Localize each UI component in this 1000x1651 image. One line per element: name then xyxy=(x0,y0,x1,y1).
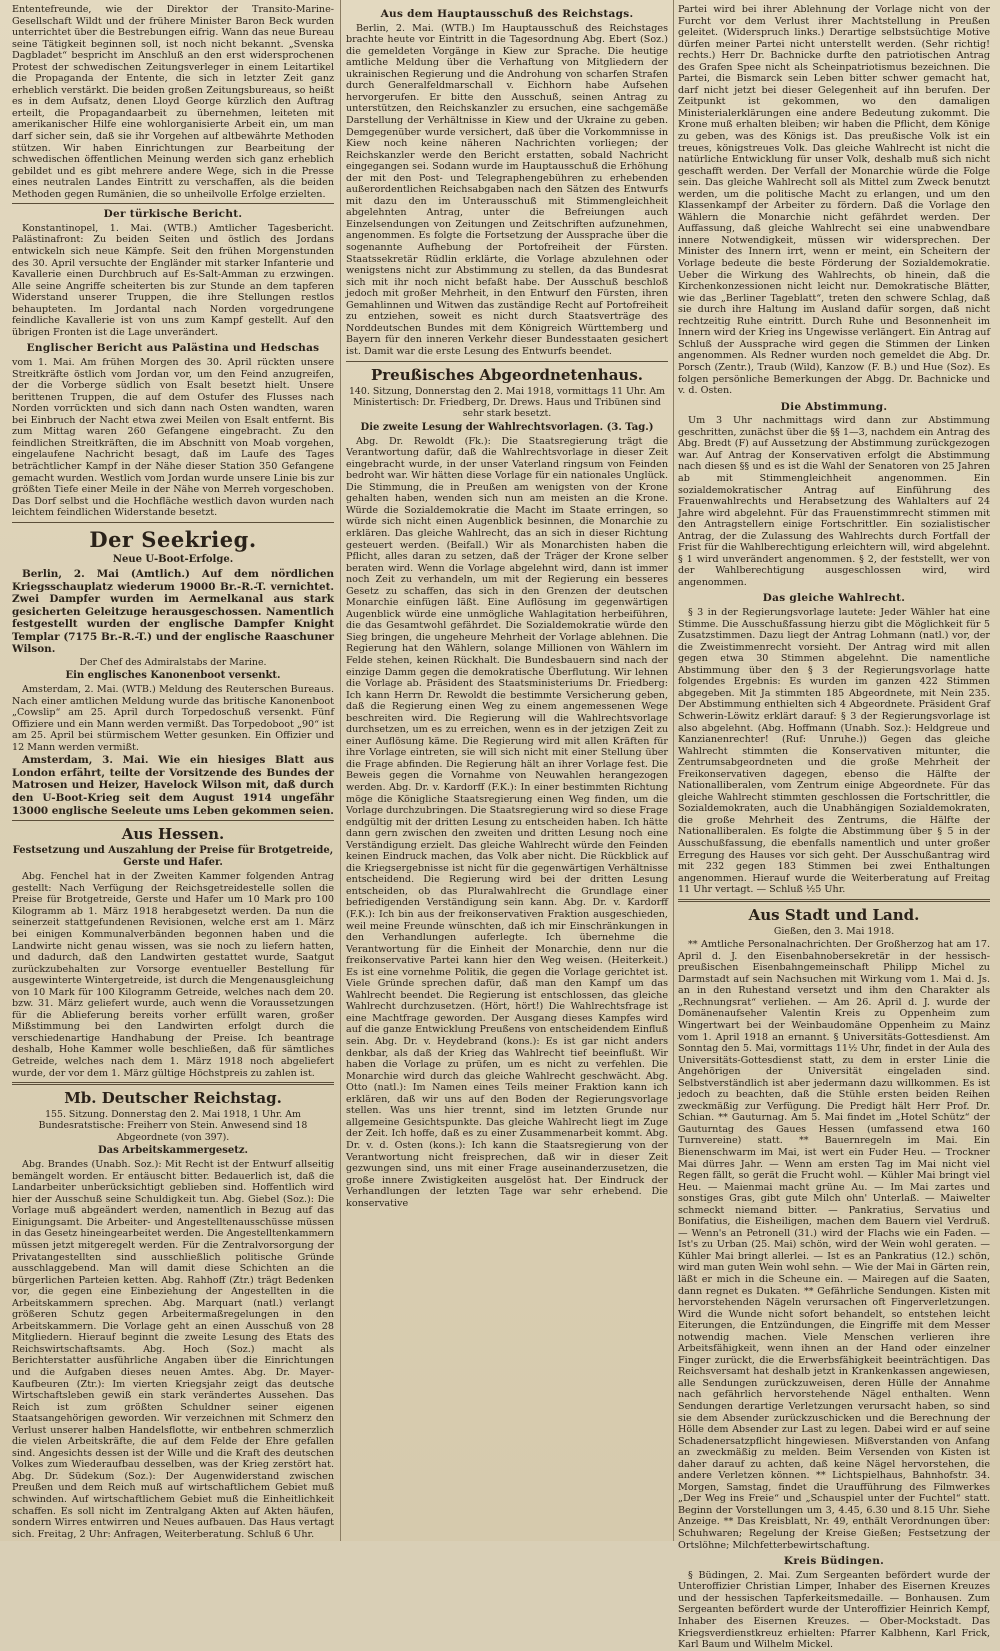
article-text: ** Amtliche Personalnachrichten. Der Großherzog hat am 17. April d. J. den Eisenbahnobersekretär in der hessisch-preußischen Eisenbahngemeinschaft Philipp Michel zu Darmstadt auf sein Nachsuchen mit Wirkung vom 1. Mai d. Js. an in den Ruhestand versetzt und ihm den Charakter als „Rechnungsrat“ verliehen. — Am 26. April d. J. wurde der Domänenaufseher Valentin Kreis zu Oppenheim zum Wingertwart bei der Weinbaudomäne Oppenheim zu Mainz vom 1. April 1918 an ernannt. § Universitäts-Gottesdienst. Am Sonntag den 5. Mai, vormittags 11½ Uhr, findet in der Aula des Universitäts-Gottesdienst statt, zu dem in erster Linie die Angehörigen der Universität eingeladen sind. Selbstverständlich ist aber jedermann dazu willkommen. Es ist jedoch zu beachten, daß die Stühle ersten beiden Reihen zweckmäßig zur Verfügung. Die Predigt hält Herr Prof. Dr. Schian. ** Gauturnag. Am 5. Mai findet im „Hotel Schütz“ der Gauturntag des Gaues Hessen (umfassend etwa 160 Turnvereine) statt. ** Bauernregeln im Mai. Ein Bienenschwarm im Mai, ist wert ein Fuder Heu. — Trockner Mai dürres Jahr. — Wenn am ersten Tag im Mai nicht viel Regen fällt, so gerät die Frucht wohl. — Kühler Mai bringt viel Heu. — Maienmai macht grüne Au. — Im Mai zartes und sonstiges Gras, gibt gute Milch ohn' Unterlaß. — Maiwelter schmeckt niemand bitter. — Pankratius, Servatius und Bonifatius, die Eisheiligen, machen dem Bauern viel Verdruß. — Wenn's an Petronell (31.) wird der Flachs wie ein Faden. — Ist's zu Urban (25. Mai) schön, wird der Wein wohl geraten. — Kühler Mai bringt allerlei. — Ist es an Pankratius (12.) schön, wird man guten Wein wohl sehn. — Wie der Mai in Gärten rein, läßt er mich in die Scheune ein. — Mairegen auf die Saaten, dann regnet es Dukaten. ** Gefährliche Sendungen. Kisten mit hervorstehenden Nägeln verursachen oft Fingerverletzungen. Wird die Wunde nicht sofort behandelt, so entstehen leicht Eiterungen, die Entzündungen, die Eingriffe mit dem Messer notwendig machen. Viele Menschen verlieren ihre Arbeitsfähigkeit, wenn ihnen an der Hand oder einzelner Finger zurückt, die die Erwerbsfähigkeit beeinträchtigen. Das Reichsversamt hat deshalb jetzt in Krankenkassen angewiesen, alle Sendungen zurückzuweisen, deren Hülle der Annahme nach gefährlich hervorstehende Nägel enthalten. Wenn Sendungen derartige Verletzungen verursacht haben, so sind sie dem Absender zurückzuschicken und die Berechnung der Hölle dem Absender zur Last zu legen. Dabei wird er auf seine Schadenersatzpflicht hingewiesen. Mißverstanden von Anfang an zweckmäßig zu melden. Beim Versenden von Kisten ist daher darauf zu achten, daß keine Nägel hervorstehen, die andere Verletzen können. ** Lichtspielhaus, Bahnhofstr. 34. Morgen, Samstag, findet die Uraufführung des Filmwerkes „Der Weg ins Freie“ und „Schauspiel unter der Fuchtel“ statt. Beginn der Vorstellungen um 3, 4.45, 6.30 und 8.15 Uhr. Siehe Anzeige. ** Das Kreisblatt, Nr. 49, enthält Verordnungen über: Schuhwaren; Regelung der Kreise Gießen; Festsetzung der Ortslöhne; Milchfetterbewirtschaftung. xyxy=(678,939,990,1551)
section-heading: Aus Hessen. xyxy=(121,825,225,844)
section-heading: Englischer Bericht aus Palästina und Hedschas xyxy=(26,342,320,355)
divider xyxy=(12,522,334,523)
divider xyxy=(12,203,334,204)
divider xyxy=(12,1082,334,1085)
subheading: Die zweite Lesung der Wahlrechtsvorlagen. (3. Tag.) xyxy=(360,421,654,433)
article-text: vom 1. Mai. Am frühen Morgen des 30. April rückten unsere Streitkräfte östlich vom Jordan vor, um den Feind anzugreifen, der die Vorberge südlich von Esalt besetzt hielt. Unsere berittenen Truppen, die auf dem Ostufer des Flusses nach Norden vorrückten und sich dann nach Osten wandten, waren bei Einbruch der Nacht etwa zwei Meilen von Esalt entfernt. Bis zum Mittag waren 260 Gefangene eingebracht. Zu den feindlichen Streitkräften, die im Abschnitt von Moab vorgehen, eingelaufene Nachricht besagt, daß im Laufe des Tages beträchtlicher Kampf in der Nähe dieser Station 350 Gefangene gemacht wurden. Westlich vom Jordan wurde unsere Linie bis zur größten Tiefe einer Meile in der Nähe von Merreh vorgeschoben. Das Dorf selbst und die Hochfläche westlich davon wurden nach leichtem feindlichen Widerstande besetzt. xyxy=(12,357,334,519)
article-text: Ententefreunde, wie der Direktor der Transito-Marine-Gesellschaft Wildt und der frühere Minister Baron Beck wurden unterrichtet über die Bestrebungen eifrig. Wann das neue Bureau seine Tätigkeit beginnen soll, ist noch nicht bekannt. „Svenska Dagbladet“ bespricht im Anschluß an den erst widersprochenen Protest der schwedischen Zeitungsverleger in einem Leitartikel die Propaganda der Entente, die sich in letzter Zeit ganz erheblich verstärkt. Die beiden großen Zeitungsbureaus, so heißt es in dem Aufsatz, denen Lloyd George kürzlich den Auftrag erteilt, die Propagandaarbeit zu übernehmen, leiteten mit amerikanischer Hilfe eine wohlorganisierte Arbeit ein, um man darf sicher sein, daß sie ihr Vorgehen auf altbewährte Methoden stützen. Wir haben Einrichtungen zur Bearbeitung der schwedischen öffentlichen Meinung werden sich ganz erheblich gebildet und es gibt mehrere andere Wege, sich in die Presse eines neutralen Landes Eintritt zu verschaffen, als die beiden Methoden gegen Rumänien, die so unheilvolle Erfolge erzielten. xyxy=(12,4,334,200)
article-text: Konstantinopel, 1. Mai. (WTB.) Amtlicher Tagesbericht. Palästinafront: Zu beiden Seiten und östlich des Jordans entwickeln sich neue Kämpfe. Seit den frühen Morgenstunden des 30. April versuchte der Engländer mit starker Infanterie und Kavallerie einen Durchbruch auf Es-Salt-Amman zu erzwingen. Alle seine Angriffe scheiterten bis zur Stunde an dem tapferen Widerstand unserer Truppen, die ihre Stellungen restlos behaupteten. Im Jordantal nach Norden vorgedrungene feindliche Kavallerie ist von uns zum Kampf gestellt. Auf den übrigen Fronten ist die Lage unverändert. xyxy=(12,222,334,338)
session-info: 140. Sitzung, Donnerstag den 2. Mai 1918, vormittags 11 Uhr. Am Ministertisch: Dr. Friedberg, Dr. Drews. Haus und Tribünen sind sehr stark besetzt. xyxy=(348,385,666,420)
section-heading: Das gleiche Wahlrecht. xyxy=(762,592,906,605)
column-3 xyxy=(678,4,990,1651)
article-text: Abg. Dr. Rewoldt (Fk.): Die Staatsregierung trägt die Verantwortung dafür, daß die Wahlrechtsvorlage in dieser Zeit eingebracht wurde, in der unser Vaterland ringsum von Feinden bedroht war. Wir hätten diese Vorlage für ein nationales Unglück. Die Stimmung, die in Preußen am wenigsten von der Krone gehalten haben, wenden sich nun am meisten an die Krone. Würde die Sozialdemokratie die Macht im Staate erringen, so würde sich nicht einen Augenblick besinnen, die Monarchie zu erklären. Das gleiche Wahlrecht, das an sich in dieser Richtung gesteuert werden. (Beifall.) Wir als Monarchisten haben die Pflicht, alles daran zu setzen, daß der Träger der Krone selber beraten wird. Wenn die Vorlage abgelehnt wird, dann ist immer noch Zeit zu verhandeln, um mit der Regierung ein besseres Gesetz zu schaffen, das sich in den Grenzen der deutschen Monarchie einfügen läßt. Eine Auflösung im gegenwärtigen Augenblick würde eine unmögliche Wahlagitation herbeiführen, die das Gesamtwohl gefährdet. Die Sozialdemokratie würde den Sieg bringen, die ungeheure Mehrheit der Vorlage ablehnen. Die Regierung hat den Wählern, solange Millionen von Wählern im Felde stehen, keinen Rückhalt. Die Bundesbauern sind nach der einzige Damm gegen die demokratische Überflutung. Wir lehnen die Vorlage ab. Präsident des Staatsministeriums Dr. Friedberg: Ich kann Herrn Dr. Rewoldt die bestimmte Versicherung geben, daß die Regierung einen Weg zu einem angemessenen Wege beschreiten wird. Die Regierung will die Wahlrechtsvorlage durchsetzen, um es zu erreichen, wenn es in der jetzigen Zeit zu einer Auflösung käme. Die Regierung wird mit allen Kräften für ihre Vorlage eintreten, sie will sich nicht mit einer Stellung über die Frage abfinden. Die Regierung hält an ihrer Vorlage fest. Die Beweis gegen die Vornahme von Neuwahlen herangezogen werden. Abg. Dr. v. Kardorff (F.K.): In einer bestimmten Richtung möge die Königliche Staatsregierung einen Weg finden, um die Vorlage durchzubringen. Die Staatsregierung wird so diese Frage endgültig mit der dritten Lesung zu entscheiden haben. Ich hätte dann gern zwischen den zweiten und dritten Lesung noch eine Verständigung erzielt. Das gleiche Wahlrecht würde den Feinden keinen Eindruck machen, das Volk aber nicht. Die Rückblick auf die Kriegsergebnisse ist nicht für die gegenwärtigen Verhältnisse entscheidend. Die Regierung wird bei der dritten Lesung entscheiden, ob das Pluralwahlrecht die Grundlage einer befriedigenden Verständigung sein kann. Abg. Dr. v. Kardorff (F.K.): Ich bin aus der freikonservativen Fraktion ausgeschieden, weil meine Freunde wünschten, daß ich mir Einschränkungen in den Verhandlungen auferlegte. Ich übernehme die Verantwortung für die Einheit der Monarchie, denn nur die freikonservative Partei kann hier den Weg weisen. (Heiterkeit.) Es ist eine vornehme Politik, die gegen die Vorlage gerichtet ist. Viele Gründe sprechen dafür, daß man den Kampf um das Wahlrecht beendet. Die Regierung ist entschlossen, das gleiche Wahlrecht durchzusetzen. (Hört, hört!) Die Wahlrechtsfrage ist eine Machtfrage geworden. Der Ausgang dieses Kampfes wird auf die ganze Entwicklung Preußens von entscheidendem Einfluß sein. Abg. Dr. v. Heydebrand (kons.): Es ist gar nicht anders denkbar, als daß der Krieg das Wahlrecht tief beeinflußt. Wir haben die Vorlage zu prüfen, um es nicht zu verfehlen. Die Monarchie wird durch das gleiche Wahlrecht geschwächt. Abg. Otto (natl.): Im Namen eines Teils meiner Fraktion kann ich erklären, daß wir uns auf den Boden der Regierungsvorlage stellen. Was uns hier trennt, sind im letzten Grunde nur allgemeine Gesichtspunkte. Das gleiche Wahlrecht liegt im Zuge der Zeit. Ich hoffe, daß es zu einer Zusammenarbeit kommt. Abg. Dr. v. d. Osten (kons.): Ich kann die Staatsregierung von der Verantwortung nicht freisprechen, daß wir in dieser Zeit gezwungen sind, uns mit einer Frage auseinanderzusetzen, die große innere Zwistigkeiten ausgelöst hat. Der Eindruck der Verhandlungen der letzten Tage war sehr erhebend. Die konservative xyxy=(346,435,668,1209)
article-text: Amsterdam, 3. Mai. Wie ein hiesiges Blatt aus London erfährt, teilte der Vorsitzende des Bundes der Matrosen und Heizer, Havelock Wilson mit, daß durch den U-Boot-Krieg seit dem August 1914 ungefähr 13000 englische Seeleute ums Leben gekommen seien. xyxy=(12,754,334,817)
section-heading: Mb. Deutscher Reichstag. xyxy=(64,1089,282,1108)
section-heading: Der Seekrieg. xyxy=(89,526,257,552)
section-heading: Aus dem Hauptausschuß des Reichstags. xyxy=(380,8,634,20)
column-2 xyxy=(346,4,668,1535)
column-rule xyxy=(673,0,674,1541)
article-text: Partei wird bei ihrer Ablehnung der Vorlage nicht von der Furcht vor dem Verlust ihrer Machtstellung in Preußen geleitet. (Widerspruch links.) Derartige selbstsüchtige Motive dürfen meiner Partei nicht unterstellt werden. (Sehr richtig! rechts.) Herr Dr. Bachnicke durfte den patriotischen Antrag des Grafen Spee nicht als Scheinpatriotismus bezeichnen. Die Partei, die Bismarck sein Leben bitter schwer gemacht hat, darf nicht jetzt bei dieser Gelegenheit auf ihn berufen. Der Zeitpunkt ist gekommen, wo den damaligen Ministerialerklärungen eine andere Bedeutung zukommt. Die Krone muß erhalten bleiben; wir haben die Pflicht, dem Könige zu geben, was des Königs ist. Das preußische Volk ist ein treues, königstreues Volk. Das gleiche Wahlrecht ist nicht die natürliche Entwicklung für unser Volk, deshalb muß sich nicht geschafft werden. Der Verfall der Monarchie würde die Folge sein. Das gleiche Wahlrecht soll als Mittel zum Zweck benutzt werden, um die politische Macht zu erlangen, und um den Klassenkampf der Arbeiter zu fördern. Daß die Vorlage den Wählern die Monarchie nicht gefährdet werden. Der Auffassung, daß gleiche Wahlrecht sei eine unabwendbare innere Notwendigkeit, müssen wir widersprechen. Der Minister des Innern irrt, wenn er meint, ein Scheitern der Vorlage bedeute die beste Förderung der Sozialdemokratie. Ueber die Wirkung des Wahlrechts, ob hinein, daß die Kirchenkonzessionen nicht leicht nur. Demokratische Blätter, wie das „Berliner Tageblatt“, treten den schwere Schlag, daß sie durch ihre Haltung im Ausland dafür sorgen, daß nicht rechtzeitig Ruhe eintritt. Durch Ruhe und Besonnenheit im Innern wird der Krieg ins Ungewisse verlängert. Ein Antrag auf Schluß der Aussprache wird gegen die Stimmen der Linken angenommen. Als Redner wurden noch gemeldet die Abg. Dr. Porsch (Zentr.), Traub (Wild), Kanzow (F. B.) und Hue (Soz). Es folgen persönliche Bemerkungen der Abgg. Dr. Bachnicke und v. d. Osten. xyxy=(678,4,990,397)
divider xyxy=(12,820,334,821)
subheading: Neue U-Boot-Erfolge. xyxy=(112,554,234,565)
subheading: Ein englisches Kanonenboot versenkt. xyxy=(65,670,281,682)
article-text: Abg. Brandes (Unabh. Soz.): Mit Recht ist der Entwurf allseitig bemängelt worden. Er entäuscht bitter. Bedauerlich ist, daß die Landarbeiter unberücksichtigt geblieben sind. Hoffentlich wird hier der Ausschuß seine Schuldigkeit tun. Abg. Giebel (Soz.): Die Vorlage muß abgeändert werden, namentlich in Bezug auf das Einigungsamt. Die Arbeiter- und Angestelltenausschüsse müssen in das Gesetz hineingearbeitet werden. Die Angestelltenkammern müssen jetzt mitgeregelt werden. Für die Zentralvorsorgung der Privatangestellten sind ausschließlich politische Gründe ausschlaggebend. Man will damit diese Schichten an die bürgerlichen Parteien ketten. Abg. Rahhoff (Ztr.) trägt Bedenken vor, die gegen eine Einbeziehung der Angestellten in die Arbeitskammern sprechen. Abg. Marquart (natl.) verlangt größeren Schutz gegen Arbeitermaßregelungen in den Arbeitskammern. Die Vorlage geht an einen Ausschuß von 28 Mitgliedern. Hierauf beginnt die zweite Lesung des Etats des Reichswirtschaftsamts. Abg. Hoch (Soz.) macht als Berichterstatter ausführliche Angaben über die Einrichtungen und die Aufgaben dieses neuen Amtes. Abg. Dr. Mayer-Kaufbeuren (Ztr.): Im vierten Kriegsjahr zeigt das deutsche Wirtschaftsleben gewiß ein stark verändertes Aussehen. Das Reich ist zum größten Schuldner seiner eigenen Staatsangehörigen geworden. Wir verzeichnen mit Schmerz den Verlust unserer halben Handelsflotte, wir entbehren schmerzlich die vielen Arbeitskräfte, die auf dem Felde der Ehre gefallen sind. Angesichts dessen ist der Wille und die Kraft des deutschen Volkes zum Wiederaufbau desselben, was der Krieg zerstört hat. Abg. Dr. Südekum (Soz.): Der Augenwiderstand zwischen Preußen und dem Reich muß auf wirtschaftlichem Gebiet muß schwinden. Auf wirtschaftlichem Gebiet muß die Einheitlichkeit schaffen. Es soll nicht im Zentralgang Akten auf Akten häufen, sondern Wirres entwirren und Neues aufbauen. Das Haus vertagt sich. Freitag, 2 Uhr: Anfragen, Weiterberatung. Schluß 6 Uhr. xyxy=(12,1159,334,1540)
article-text: Berlin, 2. Mai (Amtlich.) Auf dem nördlichen Kriegsschauplatz wiederum 19000 Br.-R.-T. vernichtet. Zwei Dampfer wurden im Aermelkanal aus stark gesicherten Geleitzuge herausgeschossen. Namentlich festgestellt wurden der englische Dampfer Knight Templar (7175 Br.-R.-T.) und der englische Raaschuner Wilson. xyxy=(12,568,334,656)
subheading: Festsetzung und Auszahlung der Preise für Brotgetreide, Gerste und Hafer. xyxy=(12,845,334,869)
dateline: Gießen, den 3. Mai 1918. xyxy=(773,925,895,937)
subheading: Das Arbeitskammergesetz. xyxy=(97,1145,249,1157)
section-heading: Kreis Büdingen. xyxy=(783,1555,885,1568)
article-text: Abg. Fenchel hat in der Zweiten Kammer folgenden Antrag gestellt: Nach Verfügung der Reichsgetreidestelle sollen die Preise für Brotgetreide, Gerste und Hafer um 10 Mark pro 100 Kilogramm ab 1. März 1918 herabgesetzt werden. Da nun die seinerzeit stattgefundenen Revisionen, welche erst am 1. März bei einigen Kommunalverbänden begonnen haben und die Landwirte nicht genau wissen, was sie noch zu liefern hatten, und dadurch, daß den Landwirten gestattet wurde, Saatgut zurückzubehalten zur Vorsorge eventueller Bestellung für ausgewinterte Wintergetreide, ist durch die Mengenausgleichung von 10 Mark für 100 Kilogramm Getreide, welches nach dem 20. bzw. 31. März geliefert wurde, auch wenn die Voraussetzungen für die Ablieferung bereits vorher erfüllt waren, großer Mißstimmung bei den Landwirten erfolgt durch die verschiedenartige Handhabung der Preise. Ich beantrage deshalb, Hohe Kammer wolle beschließen, daß für sämtliches Getreide, welches nach dem 1. März 1918 noch abgeliefert wurde, der vor dem 1. März gültige Höchstpreis zu zahlen ist. xyxy=(12,871,334,1079)
signature: Der Chef des Admiralstabs der Marine. xyxy=(79,656,267,668)
column-1 xyxy=(12,4,334,1540)
divider xyxy=(346,361,668,362)
article-text: § Büdingen, 2. Mai. Zum Sergeanten befördert wurde der Unteroffizier Christian Limper, Inhaber des Eisernen Kreuzes und der hessischen Tapferkeitsmedaille. — Bonhausen. Zum Sergeanten befördert wurde der Unteroffizier Heinrich Kempf, Inhaber des Eisernen Kreuzes. — Ober-Mockstadt. Das Kriegsverdienstkreuz erhielten: Pfarrer Kalbhenn, Karl Frick, Karl Baum und Wilhelm Mickel. xyxy=(678,1569,990,1651)
article-text: § 3 in der Regierungsvorlage lautete: Jeder Wähler hat eine Stimme. Die Ausschußfassung hierzu gibt die Möglichkeit für 5 Zusatzstimmen. Dazu liegt der Antrag Lohmann (natl.) vor, der die Zweistimmenrecht vorsieht. Der Antrag wird mit allen gegen etwa 30 Stimmen abgelehnt. Die namentliche Abstimmung über den § 3 der Regierungsvorlage hatte folgendes Ergebnis: Es wurden im ganzen 422 Stimmen abgegeben. Mit Ja stimmten 185 Abgeordnete, mit Nein 235. Der Abstimmung enthielten sich 4 Abgeordnete. Präsident Graf Schwerin-Löwitz erklärt darauf: § 3 der Regierungsvorlage ist also abgelehnt. (Abg. Hoffmann (Unabh. Soz.): Heldgreue und Kanzianenrechter! (Ruf: Unruhe.)) Gegen das gleiche Wahlrecht stimmten die Konservativen mitunter, die Zentrumsabgeordneten und die große Mehrheit der Freikonservativen dagegen, ebenso die Hälfte der Nationalliberalen, vom Zentrum einige Abgeordnete. Für das gleiche Wahlrecht stimmten geschlossen die Fortschrittler, die Sozialdemokraten, auch die Unabhängigen Sozialdemokraten, die große Mehrheit des Zentrums, die Hälfte der Nationalliberalen. Es folgte die Abstimmung über § 5 in der Ausschußfassung, die ebenfalls namentlich und unter großer Erregung des Hauses vor sich geht. Der Ausschußantrag wird mit 232 gegen 183 Stimmen bei zwei Enthaltungen angenommen. Hierauf wurde die Weiterberatung auf Freitag 11 Uhr vertagt. — Schluß ½5 Uhr. xyxy=(678,607,990,896)
column-rule xyxy=(340,0,341,1541)
section-heading: Die Abstimmung. xyxy=(780,400,888,413)
divider xyxy=(678,899,990,902)
section-heading: Preußisches Abgeordnetenhaus. xyxy=(371,365,643,384)
article-text: Berlin, 2. Mai. (WTB.) Im Hauptausschuß des Reichstages brachte heute vor Eintritt in die Tagesordnung Abg. Ebert (Soz.) die gemeldeten Vorgänge in Kiew zur Sprache. Die heutige amtliche Meldung über die Verhaftung von Mitgliedern der ukrainischen Regierung und die Androhung von scharfen Strafen durch Generalfeldmarschall v. Eichhorn habe Aufsehen hervorgerufen. Er bitte den Ausschuß, seinen Antrag zu unterstützen, den Reichskanzler zu ersuchen, eine sachgemäße Darstellung der Verhältnisse in Kiew und der Ukraine zu geben. Demgegenüber wurde versichert, daß über die Vorkommnisse in Kiew noch keine näheren Nachrichten vorliegen; der Reichskanzler werde den Bericht erstatten, sobald Nachricht eingegangen sei. Sodann wurde im Hauptausschuß die Erhöhung der mit den Post- und Telegraphengebühren zu erhebenden außerordentlichen Reichsabgaben nach den Sätzen des Entwurfs mit dazu den im Unterausschuß mit Stimmengleichheit abgelehnten Antrag, unter die Befreiungen auch Einzelsendungen von Zeitungen und Zeitschriften aufzunehmen, angenommen. Es folgte die Fortsetzung der Aussprache über die sogenannte Aufhebung der Portofreiheit der Fürsten. Staatssekretär Rüdlin erklärte, die Vorlage abzulehnen oder wenigstens nicht zur Abstimmung zu stellen, da das Bundesrat sich mit ihr noch nicht befaßt habe. Der Ausschuß beschloß jedoch mit großer Mehrheit, in den Entwurf den Fürsten, ihren Gemahlinnen und Witwen das zuständige Recht auf Portofreiheit zu entziehen, soweit es nicht durch Staatsverträge des Norddeutschen Bundes mit dem Königreich Württemberg und Bayern für den inneren Verkehr dieser Bundesstaaten gesichert ist. Damit war die erste Lesung des Entwurfs beendet. xyxy=(346,22,668,357)
article-text: Amsterdam, 2. Mai. (WTB.) Meldung des Reuterschen Bureaus. Nach einer amtlichen Meldung wurde das britische Kanonenboot „Cowslip“ am 25. April durch Torpedoschuß versenkt. Fünf Offiziere und ein Mann werden vermißt. Das Torpedoboot „90“ ist am 25. April bei stürmischem Wetter gesunken. Ein Offizier und 12 Mann werden vermißt. xyxy=(12,684,334,753)
session-info: 155. Sitzung. Donnerstag den 2. Mai 1918, 1 Uhr. Am Bundesratstische: Freiherr von Stein. Anwesend sind 18 Abgeordnete (von 397). xyxy=(38,1109,308,1143)
section-heading: Aus Stadt und Land. xyxy=(748,905,920,924)
article-text: Um 3 Uhr nachmittags wird dann zur Abstimmung geschritten, zunächst über die §§ 1—3, nachdem ein Antrag des Abg. Bredt (F) auf Aussetzung der Abstimmung zurückgezogen war. Auf Antrag der Konservativen erfolgt die Abstimmung nach diesen §§ und es ist die Wahl der Senatoren von 25 Jahren ab mit Stimmengleichheit angenommen. Ein sozialdemokratischer Antrag auf Einführung des Frauenwahlrechts und Herabsetzung des Wahlalters auf 24 Jahre wird abgelehnt. Für das Frauenstimmrecht stimmen mit den Antragstellern einige Fortschrittler. Ein sozialistischer Antrag, der die Zulassung des Wahlrechts durch Fortfall der Frist für die Wahlberechtigung erleichtern will, wird abgelehnt. § 1 wird unverändert angenommen. § 2, der feststellt, wer von der Wahlberechtigung ausgeschlossen wird, wird angenommen. xyxy=(678,415,990,588)
section-heading: Der türkische Bericht. xyxy=(103,208,243,221)
